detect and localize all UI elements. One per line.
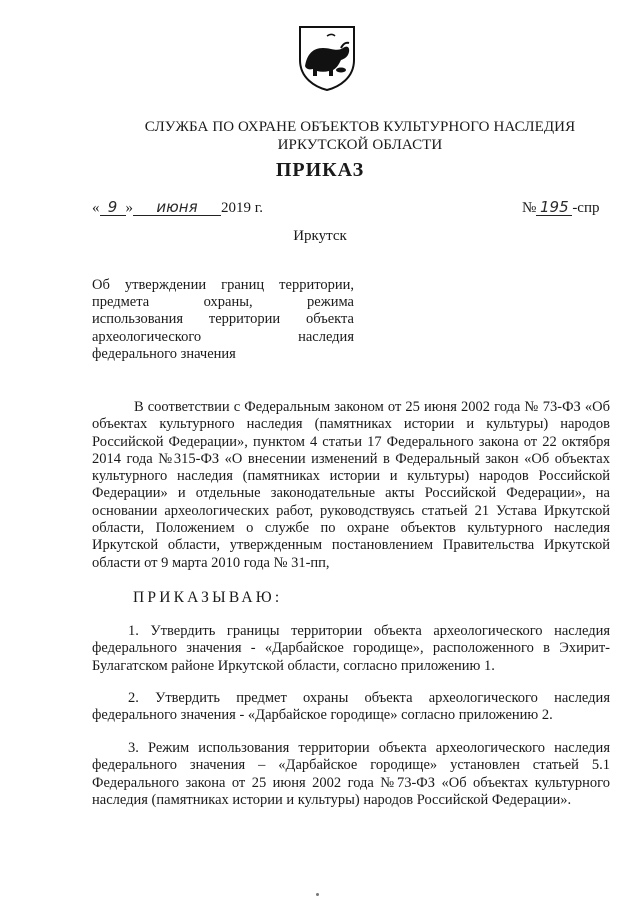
subject-line: археологического наследия [92,328,354,345]
subject-line: федерального значения [92,345,236,362]
document-type-title: ПРИКАЗ [275,159,365,181]
document-subject [92,277,354,363]
city-name: Иркутск [293,228,347,244]
number-prefix: № [522,200,537,216]
order-item-3: 3. Режим использования территории объекта археологического наследия федерального значения – «Дарбайское городище» установлен статьей 5.1 Федерального закона от 25 июня 2002 года №73-ФЗ «Об объектах культурного наследия (памятниках истории и культуры) народов Российской Федерации». [92,740,610,808]
order-item-2: 2. Утвердить предмет охраны объекта археологического наследия федерального значения - «Дарбайское городище» согласно приложению 2. [92,690,610,724]
date-close-quote: » [125,200,133,216]
subject-line: использования территории объекта [92,311,354,328]
subject-line: предмета охраны, режима [92,294,354,311]
number-value: 195 [536,200,572,216]
subject-line: Об утверждении границ территории, [92,277,354,293]
preamble-paragraph: В соответствии с Федеральным законом от 25 июня 2002 года № 73-ФЗ «Об объектах культурного наследия (памятниках истории и культуры) народов Российской Федерации», пунктом 4 статьи 17 Федерального закона от 22 октября 2014 года №315-ФЗ «О внесении изменений в Федеральный закон «Об объектах культурного наследия (памятниках истории и культуры) народов Российской Федерации» и отдельные законодательные акты Российской Федерации», на основании археологических работ, руководствуясь статьей 21 Устава Иркутской области, Положением о службе по охране объектов культурного наследия Иркутской области, утвержденным постановлением Правительства Иркутской области от 9 марта 2010 года № 31-пп, [92,399,610,571]
date-open-quote: « [92,200,100,216]
organization-name-line2: ИРКУТСКОЙ ОБЛАСТИ [277,137,443,153]
order-item-1: 1. Утвердить границы территории объекта археологического наследия федерального значения - «Дарбайское городище», расположенного в Эхирит-Булагатском районе Иркутской области, согласно приложению 1. [92,623,610,674]
date-day: 9 [100,200,126,216]
document-number [522,200,600,217]
date-month: июня [133,200,221,216]
order-word: ПРИКАЗЫВАЮ: [133,589,283,606]
date-year: 2019 г. [221,200,263,216]
number-suffix: -спр [572,200,600,216]
organization-name-line1: СЛУЖБА ПО ОХРАНЕ ОБЪЕКТОВ КУЛЬТУРНОГО НАСЛЕДИЯ [144,119,576,135]
document-date [92,200,263,217]
coat-of-arms-icon [297,24,357,92]
scan-dot [316,893,319,896]
